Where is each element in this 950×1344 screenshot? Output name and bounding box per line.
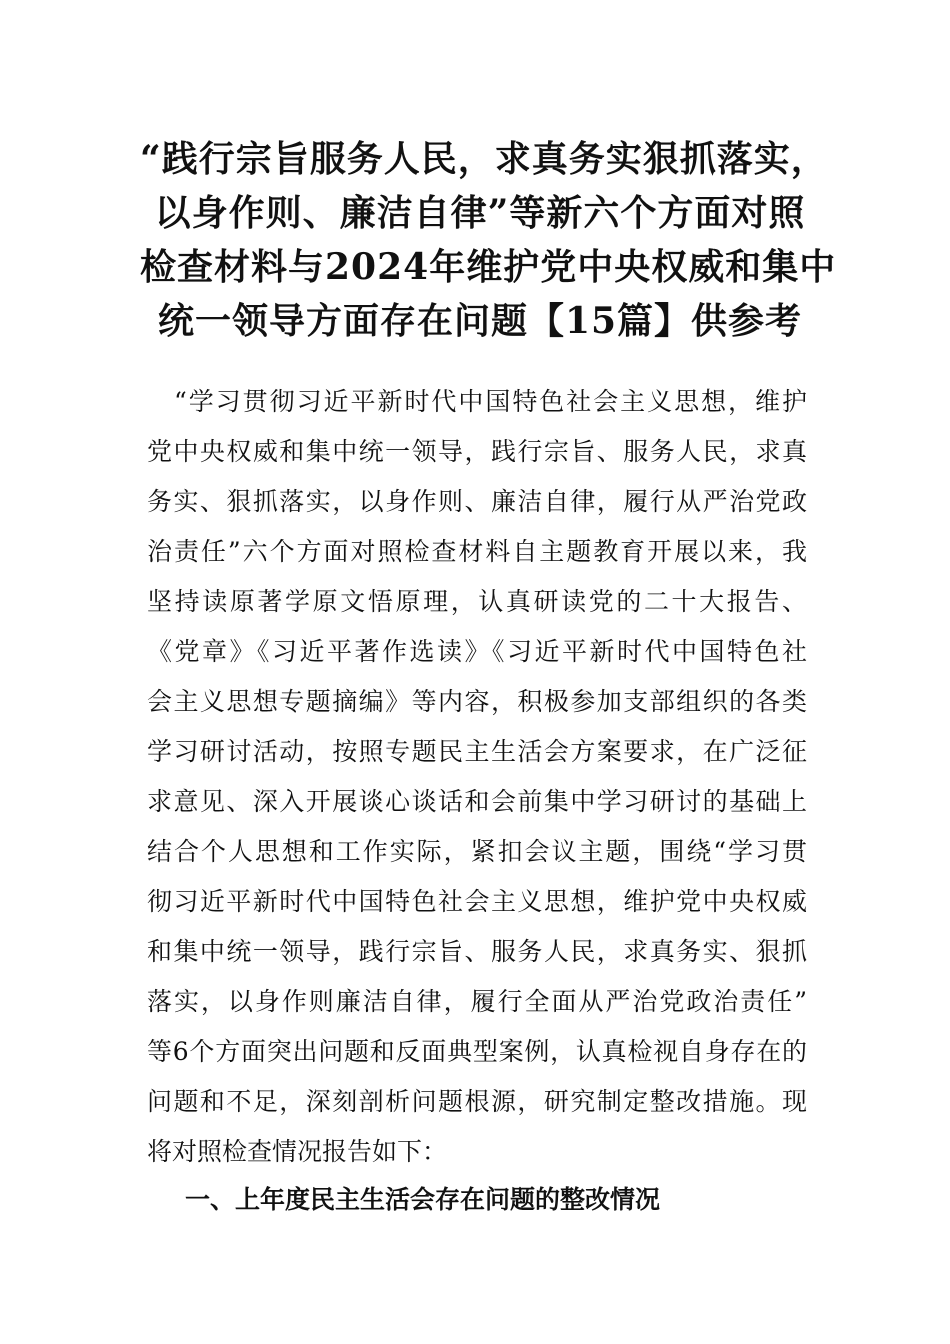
paragraph-line: 坚持读原著学原文悟原理，认真研读党的二十大报告、 [147,587,807,616]
document-title [140,132,837,348]
paragraph-line: 和集中统一领导，践行宗旨、服务人民，求真务实、狠抓 [147,937,807,966]
paragraph-line: 学习研讨活动，按照专题民主生活会方案要求，在广泛征 [147,737,807,766]
title-line: “践行宗旨服务人民，求真务实狠抓落实， [140,138,828,180]
paragraph-line: 会主义思想专题摘编》等内容，积极参加支部组织的各类 [147,687,807,716]
paragraph-line: 问题和不足，深刻剖析问题根源，研究制定整改措施。现 [147,1087,807,1116]
paragraph-line: 结合个人思想和工作实际，紧扣会议主题，围绕“学习贯 [147,837,807,866]
paragraph-line: “学习贯彻习近平新时代中国特色社会主义思想，维护 [147,387,807,416]
paragraph-line: 党中央权威和集中统一领导，践行宗旨、服务人民，求真 [147,437,807,466]
intro-paragraph [147,377,807,1177]
paragraph-line: 治责任”六个方面对照检查材料自主题教育开展以来，我 [147,537,807,566]
paragraph-line: 落实，以身作则廉洁自律，履行全面从严治党政治责任” [147,987,807,1016]
title-line: 以身作则、廉洁自律”等新六个方面对照 [154,192,806,234]
paragraph-line: 将对照检查情况报告如下： [147,1137,448,1166]
paragraph-line: 求意见、深入开展谈心谈话和会前集中学习研讨的基础上 [147,787,807,816]
title-line: 检查材料与2024年维护党中央权威和集中 [140,246,837,288]
section-heading: 一、上年度民主生活会存在问题的整改情况 [185,1185,661,1214]
paragraph-line: 彻习近平新时代中国特色社会主义思想，维护党中央权威 [147,887,807,916]
title-line: 统一领导方面存在问题【15篇】供参考 [157,300,803,342]
paragraph-line: 务实、狠抓落实，以身作则、廉洁自律，履行从严治党政 [147,487,807,516]
paragraph-line: 等6个方面突出问题和反面典型案例，认真检视自身存在的 [147,1037,807,1066]
paragraph-line: 《党章》《习近平著作选读》《习近平新时代中国特色社 [147,637,807,666]
